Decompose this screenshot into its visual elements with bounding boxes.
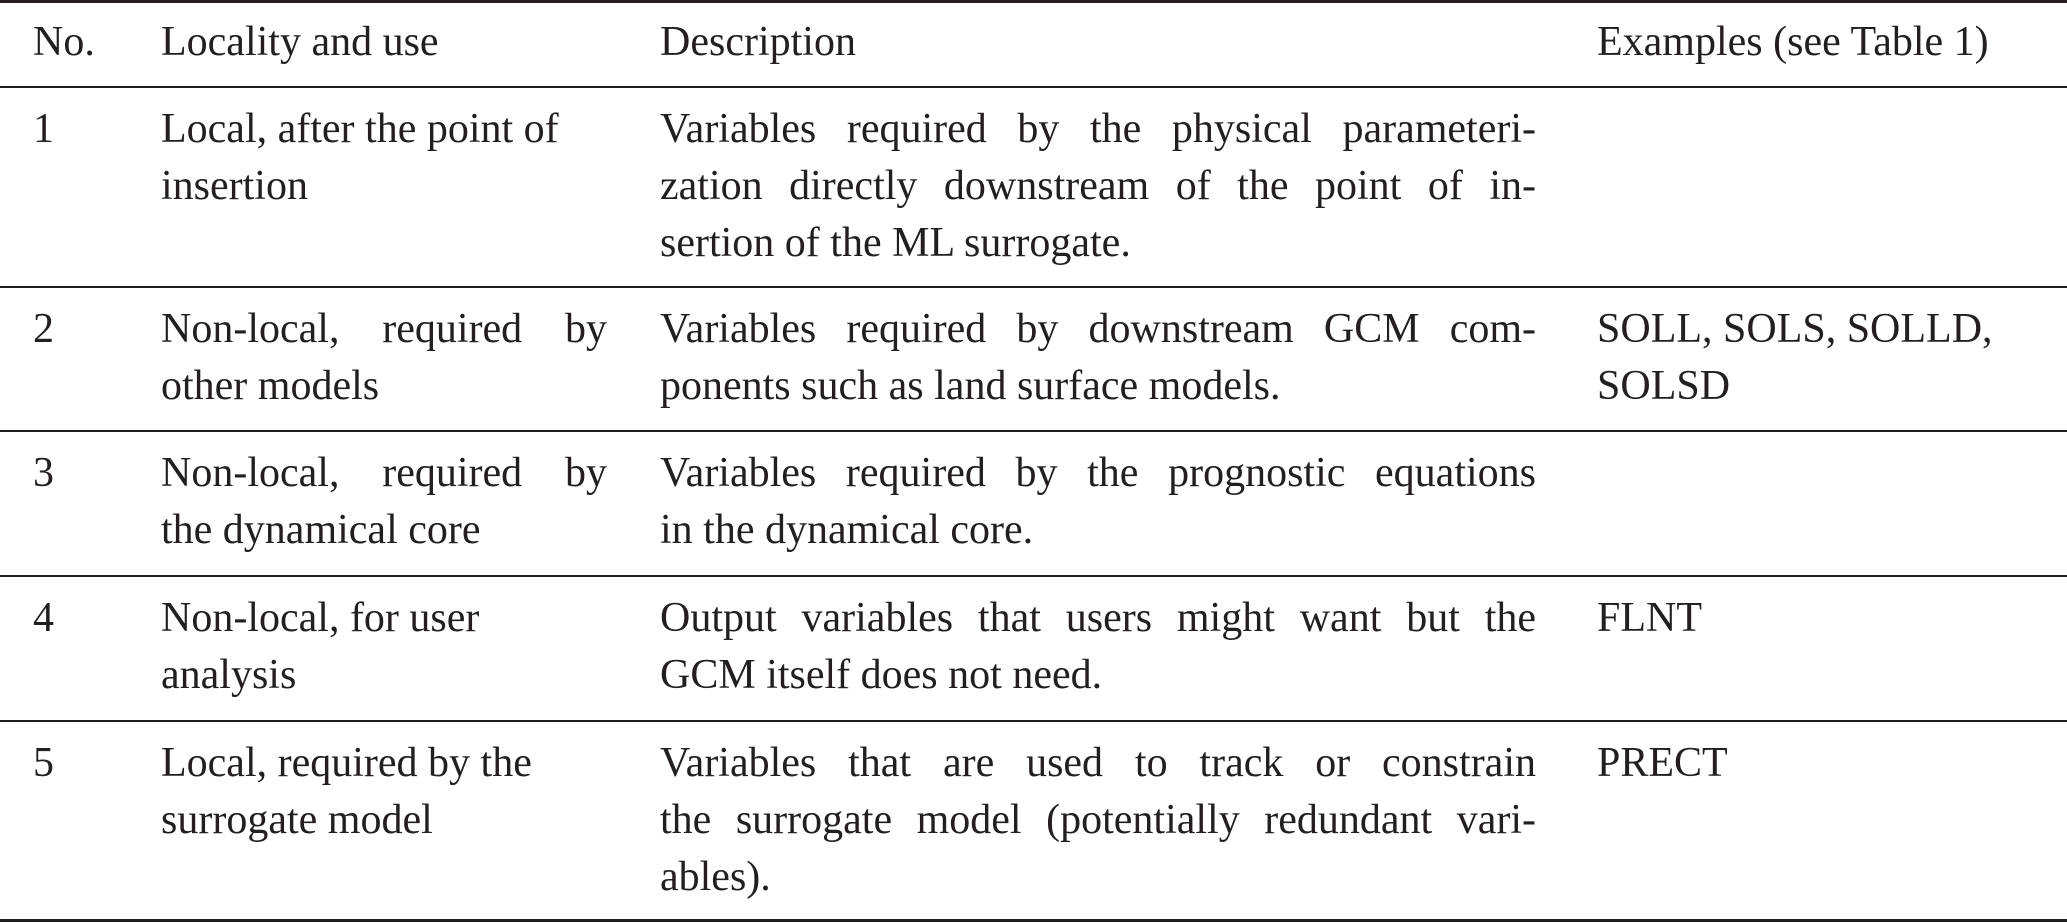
description-line: Output variables that users might want but the xyxy=(660,595,1536,641)
locality-line: insertion xyxy=(161,163,308,209)
locality-line: Local, after the point of xyxy=(161,106,559,152)
top-rule xyxy=(0,0,2067,3)
locality-line: Non-local, required by xyxy=(161,306,607,352)
locality-line: Non-local, for user xyxy=(161,595,480,641)
locality-line: the dynamical core xyxy=(161,507,481,553)
header-examples: Examples (see Table 1) xyxy=(1597,19,1989,65)
header-no: No. xyxy=(33,19,95,65)
description-line: Variables required by downstream GCM com- xyxy=(660,306,1536,352)
examples-cell xyxy=(1597,590,1702,647)
row-divider xyxy=(0,575,2067,577)
examples-line: SOLSD xyxy=(1597,363,1731,409)
description-line: Variables required by the prognostic equations xyxy=(660,450,1536,496)
description-line: zation directly downstream of the point of in- xyxy=(660,163,1536,209)
header-description: Description xyxy=(660,19,856,65)
examples-line: SOLL, SOLS, SOLLD, xyxy=(1597,306,1993,352)
header-locality: Locality and use xyxy=(161,19,439,65)
locality-line: Local, required by the xyxy=(161,740,532,786)
examples-cell xyxy=(1597,301,1993,415)
description-cell xyxy=(660,590,1536,704)
row-number: 3 xyxy=(33,450,54,496)
locality-cell xyxy=(161,590,607,704)
row-divider xyxy=(0,720,2067,722)
row-number: 2 xyxy=(33,306,54,352)
examples-cell xyxy=(1597,735,1728,792)
description-line: sertion of the ML surrogate. xyxy=(660,220,1131,266)
locality-cell xyxy=(161,735,607,849)
locality-line: surrogate model xyxy=(161,797,433,843)
description-cell xyxy=(660,301,1536,415)
row-divider xyxy=(0,430,2067,432)
locality-line: Non-local, required by xyxy=(161,450,607,496)
locality-cell xyxy=(161,101,607,215)
header-rule xyxy=(0,86,2067,88)
description-line: Variables required by the physical parameteri- xyxy=(660,106,1536,152)
examples-line: PRECT xyxy=(1597,740,1728,786)
locality-line: analysis xyxy=(161,652,297,698)
description-line: in the dynamical core. xyxy=(660,507,1034,553)
description-line: ables). xyxy=(660,854,771,900)
description-cell xyxy=(660,101,1536,272)
description-line: GCM itself does not need. xyxy=(660,652,1103,698)
description-cell xyxy=(660,445,1536,559)
row-divider xyxy=(0,286,2067,288)
locality-line: other models xyxy=(161,363,380,409)
locality-cell xyxy=(161,301,607,415)
description-line: ponents such as land surface models. xyxy=(660,363,1281,409)
locality-cell xyxy=(161,445,607,559)
row-number: 5 xyxy=(33,740,54,786)
description-line: the surrogate model (potentially redundant vari- xyxy=(660,797,1536,843)
description-cell xyxy=(660,735,1536,906)
row-number: 4 xyxy=(33,595,54,641)
bottom-rule xyxy=(0,919,2067,922)
description-line: Variables that are used to track or constrain xyxy=(660,740,1536,786)
examples-line: FLNT xyxy=(1597,595,1702,641)
row-number: 1 xyxy=(33,106,54,152)
